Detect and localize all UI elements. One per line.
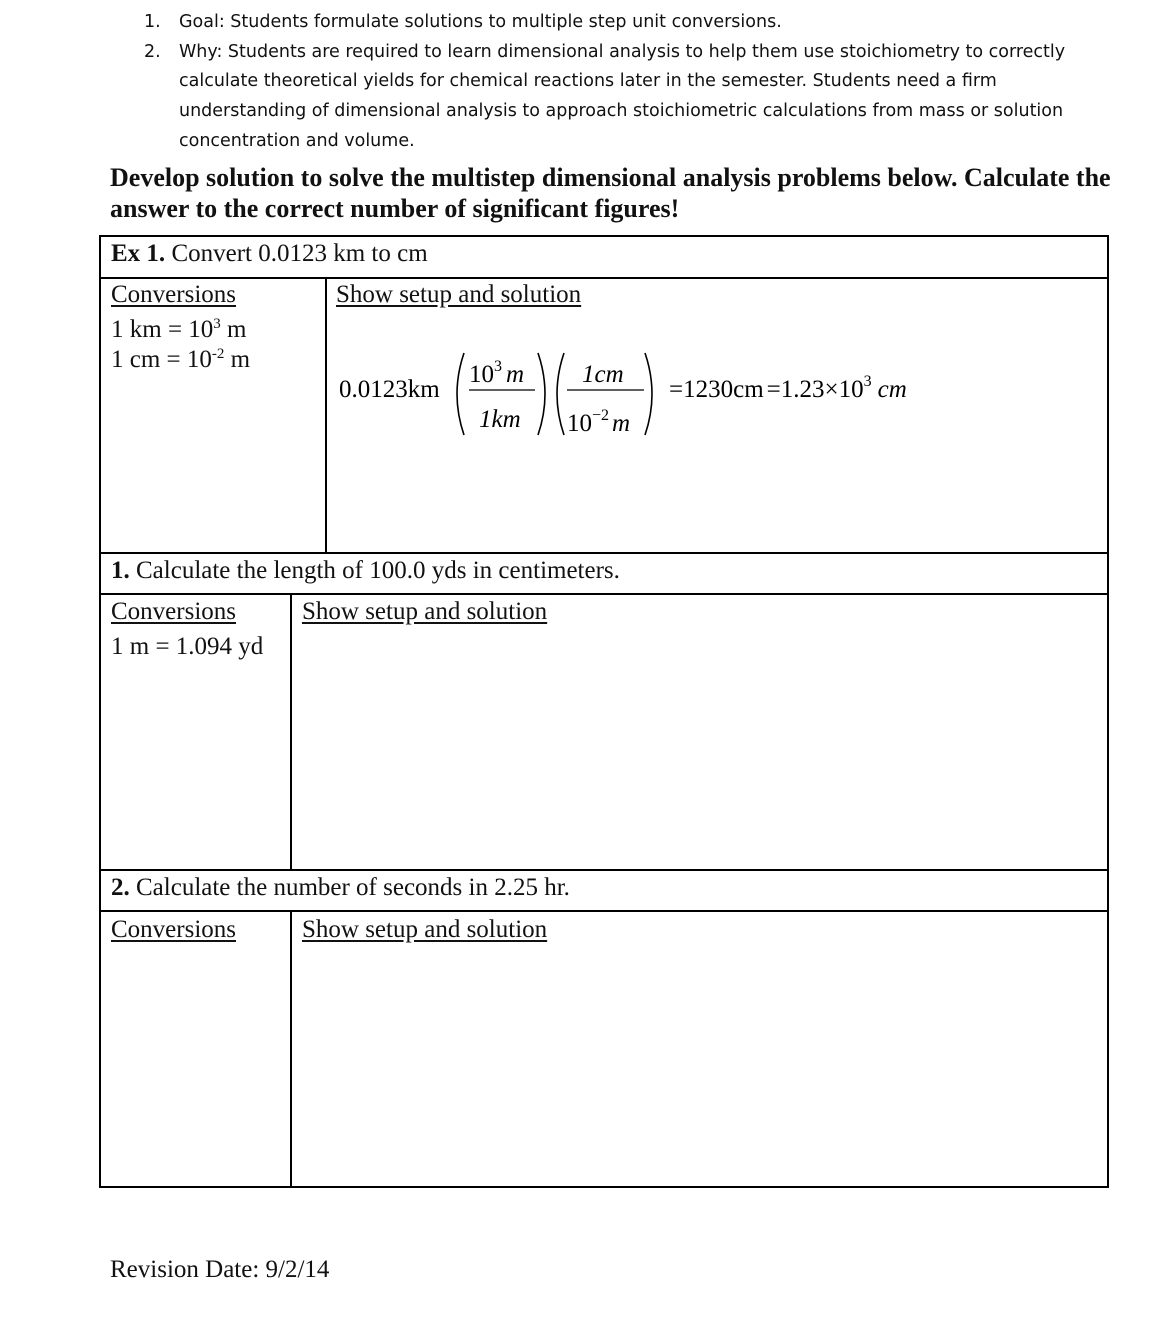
column-divider <box>290 593 292 869</box>
goals-list <box>0 8 1170 157</box>
goal-number: 1. <box>144 12 161 32</box>
left-paren <box>457 353 464 435</box>
worksheet-table <box>99 235 1109 1188</box>
problem-1-title <box>111 556 620 586</box>
row-divider <box>101 869 1107 871</box>
conversion-exponent: -2 <box>211 346 225 362</box>
row-divider <box>101 910 1107 912</box>
problem-2-conversions-header: Conversions <box>111 916 236 943</box>
problem-2-prompt: Calculate the number of seconds in 2.25 hr. <box>136 874 570 901</box>
conversion-unit: m <box>230 346 251 373</box>
example-title <box>111 239 428 269</box>
right-paren <box>645 353 652 435</box>
row-divider <box>101 277 1107 279</box>
problem-1-label: 1. <box>111 557 130 584</box>
factor1-numerator: $10^3$ m <box>469 358 525 388</box>
why-number: 2. <box>144 41 161 62</box>
problem-1-conversions-header: Conversions <box>111 598 236 625</box>
equation-svg <box>339 349 979 439</box>
problem-1-conversion: 1 m = 1.094 yd <box>111 633 264 660</box>
column-divider <box>290 910 292 1188</box>
problem-1-prompt: Calculate the length of 100.0 yds in centimeters. <box>136 557 620 584</box>
conversion-exponent: 3 <box>213 316 221 332</box>
worked-equation <box>339 349 979 439</box>
factor2-denominator: $10^{-2}$ m <box>567 407 631 437</box>
example-conversions-header: Conversions <box>111 281 236 308</box>
instructions: Develop solution to solve the multistep dimensional analysis problems below. Calculate the answer to the correct number of significant figures! <box>110 163 1111 223</box>
row-divider <box>101 552 1107 554</box>
example-conversion-km <box>111 315 247 345</box>
example-prompt: Convert 0.0123 km to cm <box>171 240 428 267</box>
conversion-lhs: 1 km = 10 <box>111 316 214 343</box>
equation-start: 0.0123km <box>339 376 440 403</box>
right-paren <box>538 353 545 435</box>
revision-date: Revision Date: 9/2/14 <box>110 1256 330 1283</box>
example-label: Ex 1. <box>111 240 166 267</box>
conversion-lhs: 1 cm = 10 <box>111 346 212 373</box>
column-divider <box>325 277 327 552</box>
example-solution-header: Show setup and solution <box>336 281 582 308</box>
problem-2-solution-header: Show setup and solution <box>302 916 548 943</box>
problem-2-title <box>111 873 570 903</box>
why-item <box>0 38 1170 157</box>
conversion-unit: m <box>227 316 247 343</box>
problem-1-solution-header: Show setup and solution <box>302 598 548 625</box>
equation-result: $=1230cm =1.23\times 10^3$ cm <box>669 373 907 403</box>
factor1-denominator: 1km <box>479 406 521 433</box>
example-conversion-cm <box>111 345 250 375</box>
why-text: Why: Students are required to learn dimensional analysis to help them use stoichiometry to correctly calculate theoretical yields for chemical reactions later in the semester. Students need a firm understanding of dimensional analysis to approach stoichiometric calculations from mass or solution concentration and volume. <box>179 41 1066 151</box>
left-paren <box>557 353 564 435</box>
goal-item <box>0 8 1170 38</box>
factor2-numerator: 1cm <box>582 361 624 388</box>
problem-2-label: 2. <box>111 874 130 901</box>
row-divider <box>101 593 1107 595</box>
goal-text: Goal: Students formulate solutions to multiple step unit conversions. <box>179 12 782 32</box>
